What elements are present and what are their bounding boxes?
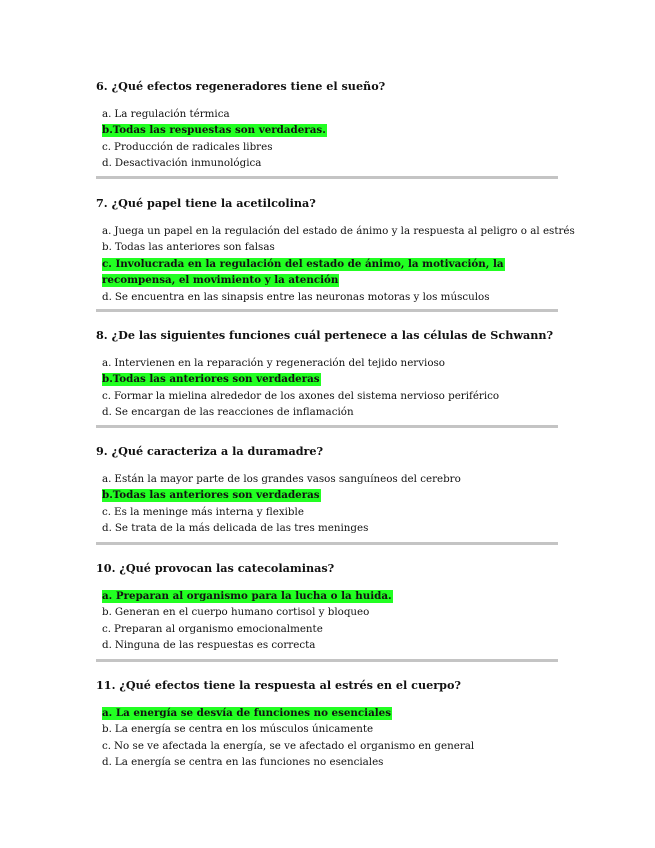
options-list (96, 471, 558, 537)
options-list (96, 223, 575, 305)
question-11 (96, 678, 558, 771)
option-text: Todas las anteriores son verdaderas (112, 373, 320, 386)
option-c (96, 388, 558, 404)
option-b-correct (96, 122, 558, 138)
option-text: La energía se desvía de funciones no esenciales (115, 707, 392, 719)
section-divider (96, 309, 558, 312)
option-text: La energía se centra en las funciones no esenciales (114, 756, 384, 769)
option-text: Todas las anteriores son verdaderas (112, 489, 320, 502)
option-text: Se encuentra en las sinapsis entre las neuronas motoras y los músculos (114, 290, 490, 303)
option-letter: a. (102, 707, 113, 719)
question-text: ¿Qué papel tiene la acetilcolina? (111, 196, 316, 210)
option-letter: c. (102, 739, 112, 752)
question-title (96, 561, 558, 575)
option-text: Se encargan de las reacciones de inflamación (114, 406, 354, 419)
question-text: ¿Qué efectos regeneradores tiene el sueño? (111, 79, 386, 93)
question-title (96, 79, 558, 93)
option-letter: a. (102, 357, 112, 369)
question-number: 8. (96, 328, 108, 342)
option-letter: a. (102, 590, 113, 602)
option-d (96, 289, 558, 305)
option-b-correct (96, 371, 558, 387)
option-letter: a. (102, 473, 112, 485)
option-letter: c. (102, 389, 112, 402)
question-number: 11. (96, 678, 116, 692)
options-list (96, 588, 558, 654)
option-c (96, 738, 558, 754)
question-text: ¿Qué efectos tiene la respuesta al estrés en el cuerpo? (119, 678, 461, 692)
option-c-correct (96, 256, 558, 289)
option-b (96, 604, 558, 620)
option-letter: c. (102, 140, 112, 153)
question-title (96, 678, 558, 692)
correct-answer-highlight (102, 124, 327, 137)
option-d (96, 754, 558, 770)
option-text: Desactivación inmunológica (114, 157, 262, 170)
question-text: ¿Qué caracteriza a la duramadre? (111, 444, 324, 458)
option-text: Generan en el cuerpo humano cortisol y bloqueo (114, 606, 370, 619)
option-text: Es la meninge más interna y flexible (114, 505, 304, 518)
question-title (96, 444, 558, 458)
option-a (96, 355, 558, 371)
option-letter: b. (102, 606, 112, 619)
option-letter: c. (102, 622, 112, 635)
option-b (96, 721, 558, 737)
question-number: 9. (96, 444, 108, 458)
option-a (96, 223, 575, 239)
option-a-correct (96, 705, 558, 721)
correct-answer-highlight (102, 489, 321, 502)
options-list (96, 705, 558, 771)
option-letter: d. (102, 406, 112, 419)
correct-answer-highlight (102, 258, 505, 287)
option-text: Involucrada en la regulación del estado de ánimo, la motivación, la recompensa, el movimiento y la atención (102, 257, 504, 287)
question-text: ¿Qué provocan las catecolaminas? (119, 561, 335, 575)
question-number: 10. (96, 561, 116, 575)
option-letter: c. (102, 257, 112, 270)
option-text: No se ve afectada la energía, se ve afectado el organismo en general (114, 739, 475, 752)
option-letter: d. (102, 756, 112, 769)
option-d (96, 520, 558, 536)
section-divider (96, 659, 558, 662)
option-letter: c. (102, 505, 112, 518)
question-8 (96, 328, 558, 421)
question-text: ¿De las siguientes funciones cuál pertenece a las células de Schwann? (111, 328, 554, 342)
section-divider (96, 176, 558, 179)
options-list (96, 355, 558, 421)
option-letter: d. (102, 157, 112, 170)
option-text: La energía se centra en los músculos únicamente (114, 723, 374, 736)
correct-answer-highlight (102, 373, 321, 386)
option-letter: b. (102, 373, 113, 386)
option-letter: b. (102, 489, 113, 502)
options-list (96, 106, 558, 172)
correct-answer-highlight (102, 707, 392, 720)
option-text: Preparan al organismo emocionalmente (114, 622, 323, 635)
option-letter: a. (102, 108, 112, 120)
option-text: Intervienen en la reparación y regeneración del tejido nervioso (114, 357, 445, 369)
question-number: 6. (96, 79, 108, 93)
option-d (96, 404, 558, 420)
question-title (96, 196, 558, 210)
question-7 (96, 196, 575, 305)
option-letter: a. (102, 225, 112, 237)
option-a (96, 471, 558, 487)
question-10 (96, 561, 558, 654)
question-number: 7. (96, 196, 108, 210)
option-letter: d. (102, 290, 112, 303)
section-divider (96, 425, 558, 428)
option-text: Se trata de la más delicada de las tres meninges (114, 522, 369, 535)
question-title (96, 328, 558, 342)
option-letter: b. (102, 124, 113, 137)
option-a-correct (96, 588, 558, 604)
option-b (96, 239, 558, 255)
option-letter: d. (102, 639, 112, 652)
option-d (96, 155, 558, 171)
option-text: La regulación térmica (114, 108, 230, 120)
option-letter: b. (102, 241, 112, 254)
option-letter: b. (102, 723, 112, 736)
option-text: Preparan al organismo para la lucha o la huida. (115, 590, 392, 602)
question-6 (96, 79, 558, 172)
option-text: Formar la mielina alrededor de los axones del sistema nervioso periférico (114, 389, 500, 402)
option-c (96, 621, 558, 637)
option-text: Todas las respuestas son verdaderas. (112, 124, 326, 137)
question-9 (96, 444, 558, 537)
option-a (96, 106, 558, 122)
option-text: Están la mayor parte de los grandes vasos sanguíneos del cerebro (114, 473, 461, 485)
option-c (96, 504, 558, 520)
option-text: Ninguna de las respuestas es correcta (114, 639, 316, 652)
option-c (96, 139, 558, 155)
option-text: Todas las anteriores son falsas (114, 241, 275, 254)
option-d (96, 637, 558, 653)
correct-answer-highlight (102, 590, 393, 603)
option-letter: d. (102, 522, 112, 535)
option-text: Juega un papel en la regulación del estado de ánimo y la respuesta al peligro o al estrés (114, 225, 575, 237)
section-divider (96, 542, 558, 545)
option-text: Producción de radicales libres (114, 140, 273, 153)
option-b-correct (96, 487, 558, 503)
